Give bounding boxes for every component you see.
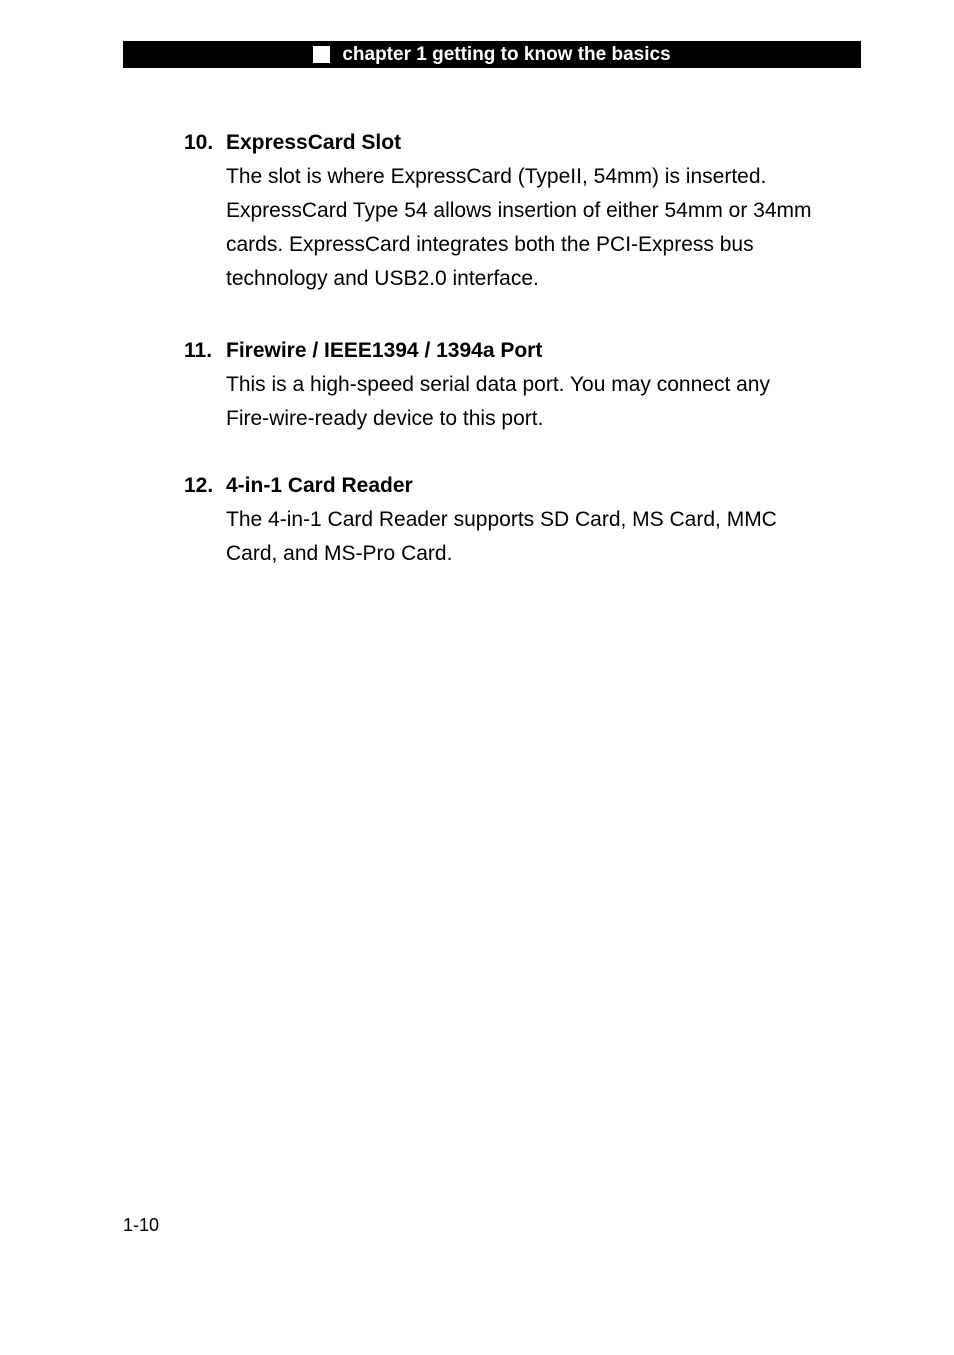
description-line: Fire-wire-ready device to this port. [226,407,544,430]
section-description [226,368,864,436]
section-number: 10. [184,131,214,154]
description-line: The slot is where ExpressCard (TypeII, 54mm) is inserted. [226,165,767,188]
section-list [184,126,864,571]
description-line: technology and USB2.0 interface. [226,267,539,290]
square-bullet-icon [313,46,330,63]
description-line: The 4-in-1 Card Reader supports SD Card, MS Card, MMC [226,508,777,531]
section-description [226,160,864,296]
description-line: cards. ExpressCard integrates both the PCI-Express bus [226,233,754,256]
chapter-header-bar [123,41,861,68]
section-number: 11. [184,339,213,362]
section-number: 12. [184,474,214,497]
description-line: Card, and MS-Pro Card. [226,542,453,565]
chapter-title: chapter 1 getting to know the basics [342,44,671,65]
section-title: 4-in-1 Card Reader [226,474,413,497]
section-firewire-port [184,334,864,436]
section-description [226,503,864,571]
section-card-reader [184,469,864,571]
section-title: ExpressCard Slot [226,131,402,154]
description-line: This is a high-speed serial data port. You may connect any [226,373,770,396]
section-title: Firewire / IEEE1394 / 1394a Port [226,339,543,362]
section-expresscard-slot [184,126,864,296]
page-number: 1-10 [123,1215,160,1235]
description-line: ExpressCard Type 54 allows insertion of either 54mm or 34mm [226,199,812,222]
